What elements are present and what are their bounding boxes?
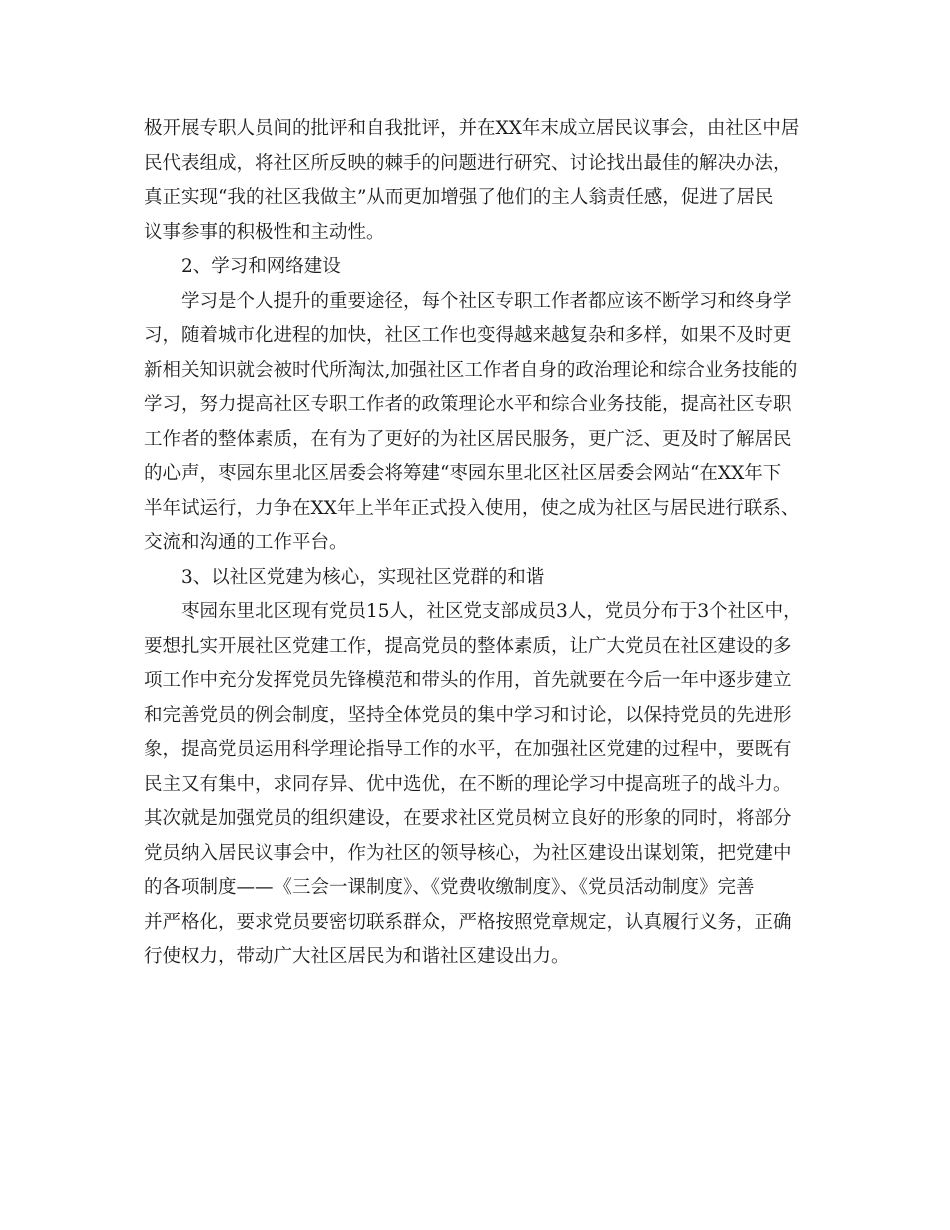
text-line: 交流和沟通的工作平台。 xyxy=(144,532,348,553)
text-line: 半年试运行，力争在XX年上半年正式投入使用，使之成为社区与居民进行联系、 xyxy=(144,497,800,519)
text-line: 要想扎实开展社区党建工作，提高党员的整体素质，让广大党员在社区建设的多 xyxy=(144,635,792,657)
text-line: 真正实现“我的社区我做主”从而更加增强了他们的主人翁责任感，促进了居民 xyxy=(144,187,774,208)
text-line: 枣园东里北区现有党员15人，社区党支部成员3人，党员分布于3个社区中， xyxy=(181,601,802,622)
text-line: 和完善党员的例会制度，坚持全体党员的集中学习和讨论，以保持党员的先进形 xyxy=(144,704,792,726)
text-line: 学习，努力提高社区专职工作者的政策理论水平和综合业务技能，提高社区专职 xyxy=(144,394,792,415)
text-line: 议事参事的积极性和主动性。 xyxy=(144,221,385,243)
text-line: 行使权力，带动广大社区居民为和谐社区建设出力。 xyxy=(144,946,570,967)
text-line: 民主又有集中，求同存异、优中选优，在不断的理论学习中提高班子的战斗力。 xyxy=(144,773,792,795)
document-body xyxy=(144,112,810,975)
text-line: 学习是个人提升的重要途径，每个社区专职工作者都应该不断学习和终身学 xyxy=(181,290,792,312)
text-line: 习，随着城市化进程的加快，社区工作也变得越来越复杂和多样，如果不及时更 xyxy=(144,325,792,346)
text-line: 的心声，枣园东里北区居委会将筹建“枣园东里北区社区居委会网站“在XX年下 xyxy=(144,463,782,484)
section-heading: 3、以社区党建为核心，实现社区党群的和谐 xyxy=(181,566,545,588)
text-line: 其次就是加强党员的组织建设，在要求社区党员树立良好的形象的同时，将部分 xyxy=(144,808,792,829)
text-line: 工作者的整体素质，在有为了更好的为社区居民服务，更广泛、更及时了解居民 xyxy=(144,428,792,450)
text-line: 民代表组成，将社区所反映的棘手的问题进行研究、讨论找出最佳的解决办法， xyxy=(144,152,792,174)
text-line: 极开展专职人员间的批评和自我批评，并在XX年末成立居民议事会，由社区中居 xyxy=(144,118,800,139)
text-line: 项工作中充分发挥党员先锋模范和带头的作用，首先就要在今后一年中逐步建立 xyxy=(144,670,792,691)
text-line: 的各项制度——《三会一课制度》、《党费收缴制度》、《党员活动制度》完善 xyxy=(144,877,755,898)
text-line: 并严格化，要求党员要密切联系群众，严格按照党章规定，认真履行义务，正确 xyxy=(144,911,792,933)
text-line: 新相关知识就会被时代所淘汰,加强社区工作者自身的政治理论和综合业务技能的 xyxy=(144,359,798,381)
text-line: 党员纳入居民议事会中，作为社区的领导核心，为社区建设出谋划策，把党建中 xyxy=(144,842,792,864)
text-line: 象，提高党员运用科学理论指导工作的水平，在加强社区党建的过程中，要既有 xyxy=(144,739,792,760)
section-heading: 2、学习和网络建设 xyxy=(181,256,341,277)
